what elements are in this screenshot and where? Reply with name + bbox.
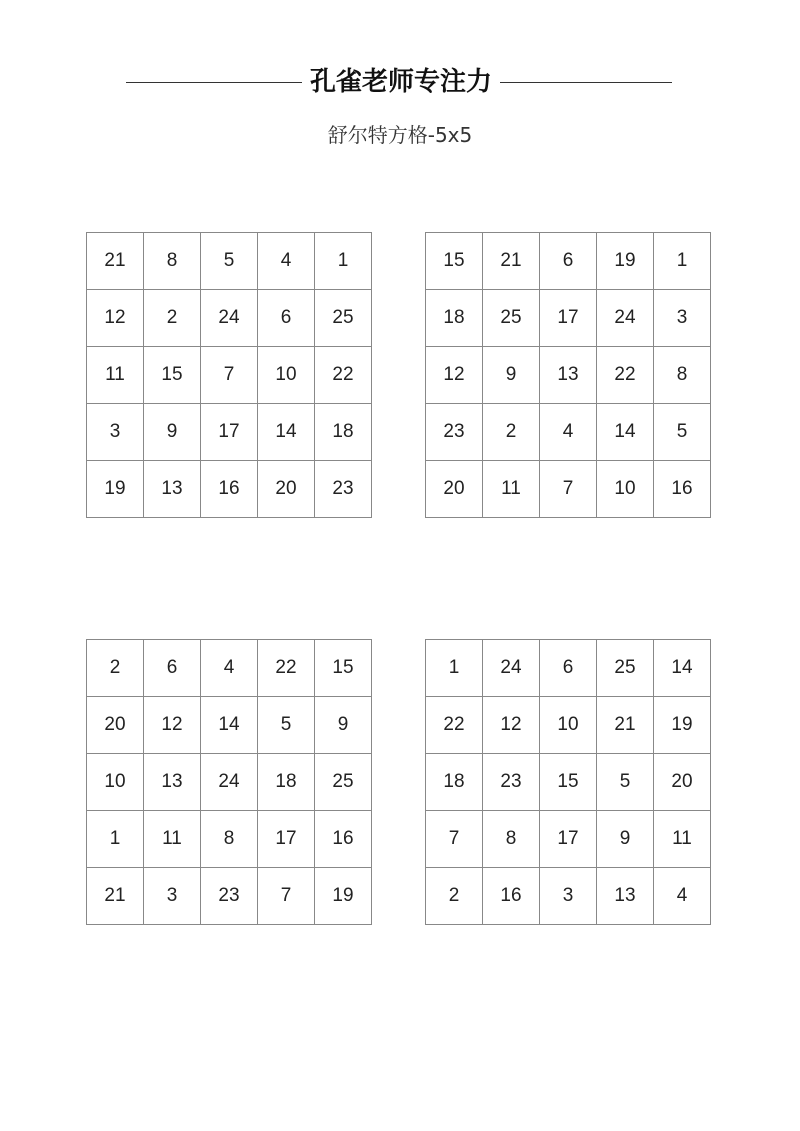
grid-row — [87, 347, 372, 404]
grid-cell: 2 — [483, 404, 540, 461]
schulte-grid-3 — [86, 639, 372, 925]
grid-cell: 13 — [144, 754, 201, 811]
grid-cell: 1 — [315, 233, 372, 290]
grid-cell: 16 — [654, 461, 711, 518]
grid-cell: 19 — [654, 697, 711, 754]
grid-cell: 20 — [426, 461, 483, 518]
grid-row — [426, 290, 711, 347]
grid-cell: 12 — [426, 347, 483, 404]
grid-cell: 3 — [144, 868, 201, 925]
grid-cell: 9 — [315, 697, 372, 754]
grid-row — [87, 754, 372, 811]
grid-cell: 2 — [426, 868, 483, 925]
grid-cell: 3 — [87, 404, 144, 461]
schulte-grid-2 — [425, 232, 711, 518]
grid-row — [426, 697, 711, 754]
grid-cell: 4 — [540, 404, 597, 461]
grid-cell: 13 — [540, 347, 597, 404]
grid-cell: 10 — [540, 697, 597, 754]
grid-cell: 4 — [654, 868, 711, 925]
grid-cell: 8 — [654, 347, 711, 404]
grid-cell: 6 — [144, 640, 201, 697]
grid-cell: 7 — [540, 461, 597, 518]
grid-cell: 5 — [654, 404, 711, 461]
grid-cell: 25 — [597, 640, 654, 697]
grid-cell: 2 — [87, 640, 144, 697]
header-rule-left — [126, 82, 302, 83]
grid-cell: 17 — [540, 811, 597, 868]
grid-cell: 3 — [540, 868, 597, 925]
grid-cell: 22 — [315, 347, 372, 404]
grid-cell: 6 — [258, 290, 315, 347]
grid-cell: 25 — [315, 290, 372, 347]
grid-cell: 7 — [201, 347, 258, 404]
grid-cell: 23 — [426, 404, 483, 461]
grid-cell: 11 — [87, 347, 144, 404]
grid-cell: 8 — [201, 811, 258, 868]
grid-row — [426, 461, 711, 518]
grid-cell: 11 — [483, 461, 540, 518]
grid-cell: 15 — [426, 233, 483, 290]
grid-cell: 7 — [258, 868, 315, 925]
grid-row — [87, 233, 372, 290]
grid-cell: 24 — [483, 640, 540, 697]
grid-cell: 10 — [258, 347, 315, 404]
grid-row — [87, 868, 372, 925]
grid-cell: 6 — [540, 640, 597, 697]
grid-cell: 21 — [87, 868, 144, 925]
grid-row — [426, 754, 711, 811]
grid-cell: 12 — [144, 697, 201, 754]
page-title: 孔雀老师专注力 — [309, 67, 492, 97]
grid-cell: 9 — [483, 347, 540, 404]
grid-cell: 9 — [144, 404, 201, 461]
grid-cell: 19 — [597, 233, 654, 290]
grid-cell: 20 — [258, 461, 315, 518]
grid-cell: 5 — [258, 697, 315, 754]
grid-cell: 14 — [654, 640, 711, 697]
grid-cell: 23 — [201, 868, 258, 925]
grid-cell: 13 — [144, 461, 201, 518]
grid-cell: 21 — [483, 233, 540, 290]
grid-cell: 13 — [597, 868, 654, 925]
grid-cell: 14 — [201, 697, 258, 754]
grid-row — [426, 404, 711, 461]
grid-cell: 15 — [144, 347, 201, 404]
grid-cell: 19 — [87, 461, 144, 518]
grid-cell: 20 — [654, 754, 711, 811]
grid-cell: 22 — [597, 347, 654, 404]
grid-cell: 10 — [87, 754, 144, 811]
grid-cell: 8 — [483, 811, 540, 868]
grid-cell: 18 — [315, 404, 372, 461]
grid-cell: 17 — [540, 290, 597, 347]
grid-cell: 10 — [597, 461, 654, 518]
grid-cell: 3 — [654, 290, 711, 347]
grid-cell: 20 — [87, 697, 144, 754]
grid-cell: 4 — [258, 233, 315, 290]
grid-row — [426, 868, 711, 925]
grid-cell: 2 — [144, 290, 201, 347]
grid-cell: 6 — [540, 233, 597, 290]
grid-cell: 5 — [201, 233, 258, 290]
header-rule-right — [500, 82, 672, 83]
grid-cell: 8 — [144, 233, 201, 290]
schulte-grid-4 — [425, 639, 711, 925]
grid-row — [87, 811, 372, 868]
schulte-grid-1 — [86, 232, 372, 518]
grid-cell: 1 — [426, 640, 483, 697]
grid-row — [426, 640, 711, 697]
grid-cell: 5 — [597, 754, 654, 811]
grid-cell: 1 — [654, 233, 711, 290]
grid-cell: 9 — [597, 811, 654, 868]
grid-cell: 25 — [315, 754, 372, 811]
grid-row — [87, 404, 372, 461]
grid-cell: 21 — [597, 697, 654, 754]
grid-row — [87, 640, 372, 697]
grid-cell: 22 — [258, 640, 315, 697]
grid-cell: 12 — [483, 697, 540, 754]
grid-cell: 23 — [483, 754, 540, 811]
grid-cell: 24 — [201, 290, 258, 347]
grid-cell: 23 — [315, 461, 372, 518]
grid-cell: 17 — [201, 404, 258, 461]
grid-cell: 22 — [426, 697, 483, 754]
grid-cell: 24 — [201, 754, 258, 811]
grid-cell: 14 — [597, 404, 654, 461]
grid-cell: 18 — [426, 754, 483, 811]
grid-cell: 15 — [315, 640, 372, 697]
grid-cell: 11 — [654, 811, 711, 868]
grid-cell: 12 — [87, 290, 144, 347]
grid-cell: 25 — [483, 290, 540, 347]
grid-cell: 14 — [258, 404, 315, 461]
grid-cell: 18 — [258, 754, 315, 811]
grid-row — [426, 233, 711, 290]
page-subtitle: 舒尔特方格-5x5 — [327, 123, 473, 147]
grid-cell: 16 — [201, 461, 258, 518]
grid-cell: 16 — [315, 811, 372, 868]
grid-cell: 18 — [426, 290, 483, 347]
grid-cell: 11 — [144, 811, 201, 868]
grid-row — [87, 697, 372, 754]
grid-cell: 15 — [540, 754, 597, 811]
grid-row — [87, 461, 372, 518]
grid-cell: 1 — [87, 811, 144, 868]
grid-row — [426, 347, 711, 404]
grid-row — [87, 290, 372, 347]
grid-cell: 24 — [597, 290, 654, 347]
grid-row — [426, 811, 711, 868]
grid-cell: 17 — [258, 811, 315, 868]
grid-cell: 19 — [315, 868, 372, 925]
grid-cell: 7 — [426, 811, 483, 868]
grid-cell: 16 — [483, 868, 540, 925]
grid-cell: 21 — [87, 233, 144, 290]
grid-cell: 4 — [201, 640, 258, 697]
